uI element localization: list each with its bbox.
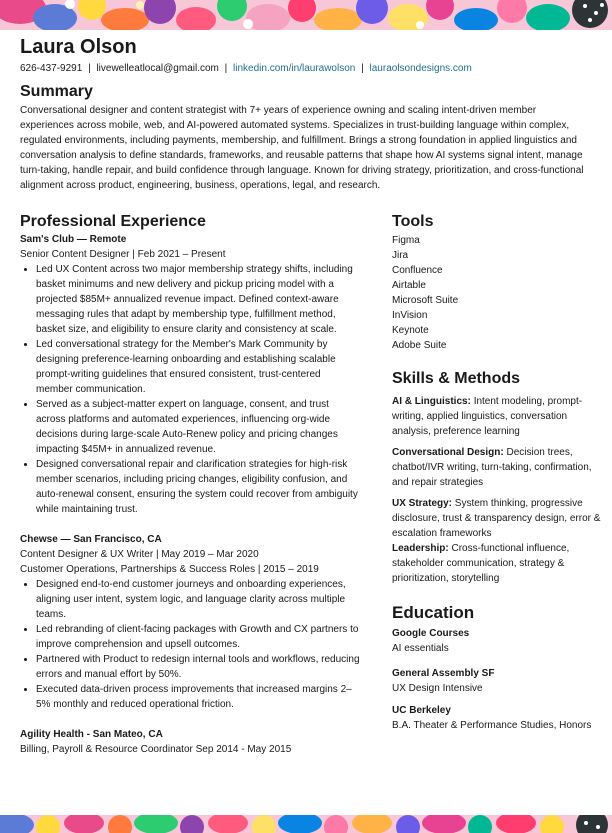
- education-school: UC Berkeley: [392, 705, 451, 716]
- skill-label: Leadership:: [392, 543, 449, 554]
- job-bullet: • Led UX Content across two major membership strategy shifts, including basket minimums and new delivery and pickup pricing model with a projected $85M+ annualized revenue impact. Defined context-aware messaging rules that adapt by membership type, fulfillment method, basket size, and eligibility to ensure clarity and consistency at scale.: [36, 262, 360, 337]
- job-company: Chewse — San Francisco, CA: [20, 534, 162, 545]
- sidebar-column: [392, 212, 602, 733]
- linkedin-link[interactable]: linkedin.com/in/laurawolson: [233, 63, 356, 74]
- tool-item: Confluence: [392, 265, 443, 276]
- skill-text: Decision trees, chatbot/IVR writing, turn-taking, confirmation, and repair strategies: [392, 447, 592, 488]
- skill-label: UX Strategy:: [392, 498, 453, 509]
- education-detail: B.A. Theater & Performance Studies, Honors: [392, 720, 592, 731]
- skill-text: Cross-functional influence, stakeholder communication, strategy & prioritization, storytelling: [392, 543, 570, 584]
- tool-item: Adobe Suite: [392, 340, 447, 351]
- summary-text: Conversational designer and content strategist with 7+ years of experience owning and scaling intent-driven member experiences across mobile, web, and AI-powered automated systems. Specializes in trust-building language within complex, regulated environments, including payments, membership, and fulfillment. Brings a strong foundation in applied linguistics and conversation analysis to define standards, frameworks, and reusable patterns that shape how AI systems signal intent, manage turn-taking, handle repair, and build confidence through language. Known for driving strategy, prioritization, and cross-functional alignment across product, engineering, business, operations, legal, and research.: [20, 105, 584, 191]
- skill-group: [392, 445, 602, 490]
- job-entry: [20, 532, 360, 712]
- job-bullet: • Partnered with Product to redesign internal tools and workflows, reducing errors and manual effort by 50%.: [36, 652, 360, 682]
- education-school: Google Courses: [392, 628, 470, 639]
- contact-separator: |: [224, 63, 228, 74]
- resume-page: [20, 35, 601, 755]
- education-school: General Assembly SF: [392, 668, 495, 679]
- job-bullet: • Served as a subject-matter expert on language, consent, and trust across platforms and automated experiences, influencing org-wide decisions during large-scale Auto-Renew policy and pricing changes impacting $45M+ in annualized revenue.: [36, 397, 360, 457]
- floral-banner-bottom: [0, 815, 612, 833]
- education-heading: Education: [392, 603, 475, 622]
- skills-heading: Skills & Methods: [392, 370, 521, 387]
- floral-banner-top: [0, 0, 612, 30]
- tool-item: Airtable: [392, 280, 426, 291]
- experience-column: [20, 212, 360, 757]
- education-detail: AI essentials: [392, 643, 449, 654]
- candidate-name: Laura Olson: [20, 36, 137, 58]
- job-company: Agility Health - San Mateo, CA: [20, 729, 163, 740]
- skill-label: Conversational Design:: [392, 447, 504, 458]
- tools-heading: Tools: [392, 213, 434, 230]
- experience-heading: Professional Experience: [20, 213, 206, 230]
- job-bullet: • Designed end-to-end customer journeys and onboarding experiences, aligning user intent, system logic, and language clarity across multiple teams.: [36, 577, 360, 622]
- tool-item: InVision: [392, 310, 428, 321]
- job-bullets: [20, 262, 360, 517]
- tool-item: Keynote: [392, 325, 429, 336]
- email-address[interactable]: livewelleatlocal@gmail.com: [96, 63, 219, 74]
- job-bullets: [20, 577, 360, 712]
- job-entry: [20, 727, 360, 757]
- job-bullet: • Led conversational strategy for the Member's Mark Community by designing preference-learning onboarding and establishing scalable prompt-writing guidelines that ensured consistent, trust-centered member communication.: [36, 337, 360, 397]
- job-entry: [20, 232, 360, 517]
- phone-number: 626-437-9291: [20, 63, 83, 74]
- tools-list: [392, 233, 602, 353]
- job-role: Customer Operations, Partnerships & Success Roles | 2015 – 2019: [20, 564, 319, 575]
- skill-group: [392, 541, 602, 586]
- skill-group: [392, 394, 602, 439]
- skill-text: System thinking, progressive disclosure, trust & transparency design, error & escalation frameworks: [392, 498, 601, 539]
- skill-label: AI & Linguistics:: [392, 396, 471, 407]
- contact-separator: |: [88, 63, 91, 74]
- education-detail: UX Design Intensive: [392, 683, 483, 694]
- education-entry: [392, 666, 602, 696]
- education-entry: [392, 626, 602, 656]
- website-link[interactable]: lauraolsondesigns.com: [369, 63, 472, 74]
- job-role: Billing, Payroll & Resource Coordinator Sep 2014 - May 2015: [20, 744, 292, 755]
- education-entry: [392, 703, 602, 733]
- tool-item: Jira: [392, 250, 409, 261]
- contact-line: [20, 62, 592, 76]
- skill-text: Intent modeling, prompt-writing, applied linguistics, conversation analysis, preference learning: [392, 396, 583, 437]
- summary-heading: Summary: [20, 83, 93, 100]
- job-role: Content Designer & UX Writer | May 2019 – Mar 2020: [20, 549, 259, 560]
- job-bullet: • Led rebranding of client-facing packages with Growth and CX partners to improve comprehension and upsell outcomes.: [36, 622, 360, 652]
- job-bullet: • Designed conversational repair and clarification strategies for high-risk member scenarios, including pricing changes, eligibility confusion, and auto-renewal consent, ensuring the system could recover from ambiguity while maintaining trust.: [36, 457, 360, 517]
- contact-separator: |: [361, 63, 364, 74]
- tool-item: Figma: [392, 235, 420, 246]
- job-role: Senior Content Designer | Feb 2021 – Present: [20, 249, 226, 260]
- job-bullet: • Executed data-driven process improvements that increased margins 2–5% monthly and reduced operational friction.: [36, 682, 360, 712]
- job-company: Sam's Club — Remote: [20, 234, 127, 245]
- skill-group: [392, 496, 602, 541]
- tool-item: Microsoft Suite: [392, 295, 459, 306]
